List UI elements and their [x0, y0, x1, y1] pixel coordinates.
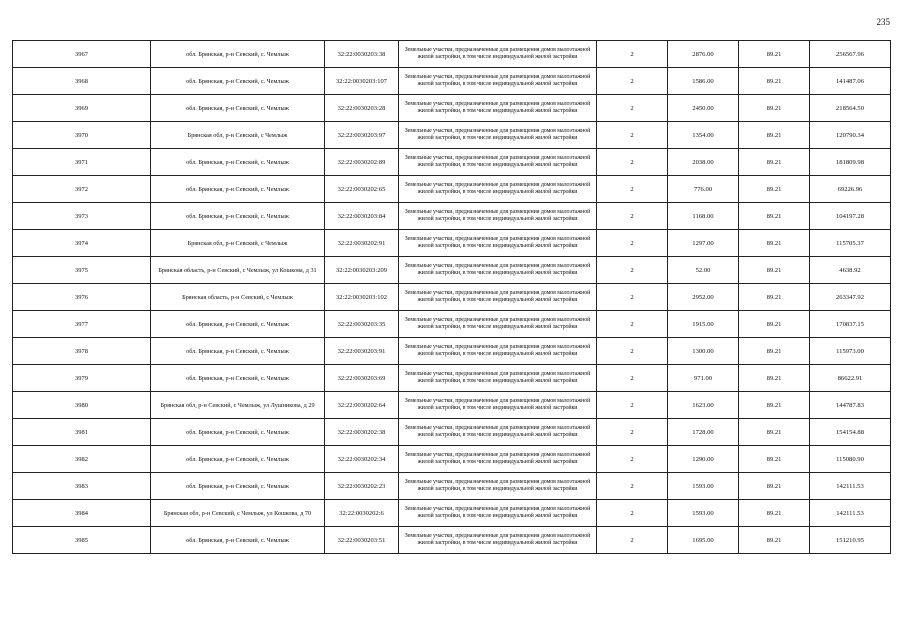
page-number: 235	[876, 17, 890, 27]
area-cell: 1915.00	[668, 311, 739, 338]
land-use-cell: Земельные участки, предназначенные для размещения домов малоэтажной жилой застройки, в том числе индивидуальной жилой застройки	[399, 122, 597, 149]
cadastral-number-cell: 32:22:0030203:38	[325, 41, 399, 68]
cadastral-value-table	[12, 40, 891, 554]
table-row	[13, 284, 891, 311]
cadastral-number-cell: 32:22:0030202:38	[325, 419, 399, 446]
address-cell: обл. Брянская, р-н Севский, с. Чемлыж	[151, 311, 325, 338]
category-cell: 2	[597, 365, 668, 392]
cadastral-number-cell: 32:22:0030203:209	[325, 257, 399, 284]
cadastral-number-cell: 32:22:0030202:64	[325, 392, 399, 419]
table-body	[13, 41, 891, 554]
land-use-cell: Земельные участки, предназначенные для размещения домов малоэтажной жилой застройки, в том числе индивидуальной жилой застройки	[399, 500, 597, 527]
category-cell: 2	[597, 311, 668, 338]
row-number: 3976	[13, 284, 151, 311]
category-cell: 2	[597, 41, 668, 68]
cadastral-value-cell: 263347.92	[810, 284, 891, 311]
cadastral-value-cell: 4638.92	[810, 257, 891, 284]
area-cell: 1290.00	[668, 446, 739, 473]
category-cell: 2	[597, 473, 668, 500]
table-row	[13, 500, 891, 527]
category-cell: 2	[597, 284, 668, 311]
area-cell: 1623.00	[668, 392, 739, 419]
area-cell: 1695.00	[668, 527, 739, 554]
land-use-cell: Земельные участки, предназначенные для размещения домов малоэтажной жилой застройки, в том числе индивидуальной жилой застройки	[399, 203, 597, 230]
category-cell: 2	[597, 68, 668, 95]
area-cell: 1593.00	[668, 473, 739, 500]
area-cell: 1586.00	[668, 68, 739, 95]
address-cell: Брянская обл, р-н Севский, с Чемлыж	[151, 230, 325, 257]
cadastral-number-cell: 32:22:0030203:107	[325, 68, 399, 95]
category-cell: 2	[597, 122, 668, 149]
cadastral-number-cell: 32:22:0030203:69	[325, 365, 399, 392]
address-cell: обл. Брянская, р-н Севский, с. Чемлыж	[151, 176, 325, 203]
cadastral-value-cell: 181809.98	[810, 149, 891, 176]
specific-value-cell: 89.21	[739, 68, 810, 95]
area-cell: 2450.00	[668, 95, 739, 122]
cadastral-number-cell: 32:22:0030203:35	[325, 311, 399, 338]
specific-value-cell: 89.21	[739, 419, 810, 446]
land-use-cell: Земельные участки, предназначенные для размещения домов малоэтажной жилой застройки, в том числе индивидуальной жилой застройки	[399, 230, 597, 257]
specific-value-cell: 89.21	[739, 176, 810, 203]
row-number: 3977	[13, 311, 151, 338]
table-row	[13, 419, 891, 446]
address-cell: Брянская обл, р-н Севский, с Чемлыж, ул Кошкова, д 70	[151, 500, 325, 527]
specific-value-cell: 89.21	[739, 284, 810, 311]
address-cell: обл. Брянская, р-н Севский, с. Чемлыж	[151, 68, 325, 95]
address-cell: Брянская область, р-н Севский, с Чемлыж	[151, 284, 325, 311]
cadastral-number-cell: 32:22:0030203:28	[325, 95, 399, 122]
category-cell: 2	[597, 392, 668, 419]
row-number: 3975	[13, 257, 151, 284]
land-use-cell: Земельные участки, предназначенные для размещения домов малоэтажной жилой застройки, в том числе индивидуальной жилой застройки	[399, 68, 597, 95]
category-cell: 2	[597, 176, 668, 203]
land-use-cell: Земельные участки, предназначенные для размещения домов малоэтажной жилой застройки, в том числе индивидуальной жилой застройки	[399, 311, 597, 338]
row-number: 3984	[13, 500, 151, 527]
table-row	[13, 230, 891, 257]
cadastral-number-cell: 32:22:0030203:91	[325, 338, 399, 365]
land-use-cell: Земельные участки, предназначенные для размещения домов малоэтажной жилой застройки, в том числе индивидуальной жилой застройки	[399, 473, 597, 500]
area-cell: 971.00	[668, 365, 739, 392]
area-cell: 1168.00	[668, 203, 739, 230]
row-number: 3982	[13, 446, 151, 473]
table-row	[13, 41, 891, 68]
row-number: 3978	[13, 338, 151, 365]
cadastral-value-cell: 144787.83	[810, 392, 891, 419]
cadastral-value-cell: 142111.53	[810, 473, 891, 500]
specific-value-cell: 89.21	[739, 527, 810, 554]
land-use-cell: Земельные участки, предназначенные для размещения домов малоэтажной жилой застройки, в том числе индивидуальной жилой застройки	[399, 176, 597, 203]
cadastral-value-cell: 256567.96	[810, 41, 891, 68]
area-cell: 1300.00	[668, 338, 739, 365]
area-cell: 1593.00	[668, 500, 739, 527]
cadastral-number-cell: 32:22:0030202:6	[325, 500, 399, 527]
address-cell: обл. Брянская, р-н Севский, с. Чемлыж	[151, 419, 325, 446]
area-cell: 1728.00	[668, 419, 739, 446]
specific-value-cell: 89.21	[739, 149, 810, 176]
cadastral-value-cell: 154154.88	[810, 419, 891, 446]
address-cell: обл. Брянская, р-н Севский, с. Чемлыж	[151, 527, 325, 554]
cadastral-number-cell: 32:22:0030202:65	[325, 176, 399, 203]
cadastral-value-cell: 86622.91	[810, 365, 891, 392]
row-number: 3967	[13, 41, 151, 68]
table-row	[13, 473, 891, 500]
category-cell: 2	[597, 230, 668, 257]
table-row	[13, 122, 891, 149]
cadastral-number-cell: 32:22:0030203:97	[325, 122, 399, 149]
specific-value-cell: 89.21	[739, 257, 810, 284]
land-use-cell: Земельные участки, предназначенные для размещения домов малоэтажной жилой застройки, в том числе индивидуальной жилой застройки	[399, 527, 597, 554]
specific-value-cell: 89.21	[739, 473, 810, 500]
table-row	[13, 527, 891, 554]
address-cell: обл. Брянская, р-н Севский, с. Чемлыж	[151, 473, 325, 500]
land-use-cell: Земельные участки, предназначенные для размещения домов малоэтажной жилой застройки, в том числе индивидуальной жилой застройки	[399, 149, 597, 176]
table-row	[13, 203, 891, 230]
area-cell: 52.00	[668, 257, 739, 284]
cadastral-value-cell: 142111.53	[810, 500, 891, 527]
specific-value-cell: 89.21	[739, 122, 810, 149]
address-cell: Брянская область, р-н Севский, с Чемлыж, ул Кошкова, д 31	[151, 257, 325, 284]
specific-value-cell: 89.21	[739, 500, 810, 527]
category-cell: 2	[597, 203, 668, 230]
area-cell: 2038.00	[668, 149, 739, 176]
cadastral-number-cell: 32:22:0030202:23	[325, 473, 399, 500]
category-cell: 2	[597, 446, 668, 473]
specific-value-cell: 89.21	[739, 311, 810, 338]
category-cell: 2	[597, 257, 668, 284]
specific-value-cell: 89.21	[739, 446, 810, 473]
cadastral-number-cell: 32:22:0030203:102	[325, 284, 399, 311]
land-use-cell: Земельные участки, предназначенные для размещения домов малоэтажной жилой застройки, в том числе индивидуальной жилой застройки	[399, 41, 597, 68]
table-row	[13, 311, 891, 338]
table-row	[13, 176, 891, 203]
cadastral-value-cell: 141487.06	[810, 68, 891, 95]
category-cell: 2	[597, 95, 668, 122]
land-use-cell: Земельные участки, предназначенные для размещения домов малоэтажной жилой застройки, в том числе индивидуальной жилой застройки	[399, 392, 597, 419]
row-number: 3971	[13, 149, 151, 176]
address-cell: обл. Брянская, р-н Севский, с. Чемлыж	[151, 149, 325, 176]
land-use-cell: Земельные участки, предназначенные для размещения домов малоэтажной жилой застройки, в том числе индивидуальной жилой застройки	[399, 446, 597, 473]
land-use-cell: Земельные участки, предназначенные для размещения домов малоэтажной жилой застройки, в том числе индивидуальной жилой застройки	[399, 338, 597, 365]
specific-value-cell: 89.21	[739, 338, 810, 365]
table-row	[13, 392, 891, 419]
address-cell: Брянская обл, р-н Севский, с Чемлыж	[151, 122, 325, 149]
land-use-cell: Земельные участки, предназначенные для размещения домов малоэтажной жилой застройки, в том числе индивидуальной жилой застройки	[399, 365, 597, 392]
row-number: 3979	[13, 365, 151, 392]
land-use-cell: Земельные участки, предназначенные для размещения домов малоэтажной жилой застройки, в том числе индивидуальной жилой застройки	[399, 419, 597, 446]
row-number: 3972	[13, 176, 151, 203]
cadastral-value-cell: 151210.95	[810, 527, 891, 554]
row-number: 3969	[13, 95, 151, 122]
cadastral-value-cell: 115705.37	[810, 230, 891, 257]
category-cell: 2	[597, 419, 668, 446]
land-use-cell: Земельные участки, предназначенные для размещения домов малоэтажной жилой застройки, в том числе индивидуальной жилой застройки	[399, 95, 597, 122]
table-row	[13, 149, 891, 176]
address-cell: обл. Брянская, р-н Севский, с. Чемлыж	[151, 365, 325, 392]
specific-value-cell: 89.21	[739, 365, 810, 392]
land-use-cell: Земельные участки, предназначенные для размещения домов малоэтажной жилой застройки, в том числе индивидуальной жилой застройки	[399, 284, 597, 311]
cadastral-value-cell: 69226.96	[810, 176, 891, 203]
specific-value-cell: 89.21	[739, 95, 810, 122]
cadastral-number-cell: 32:22:0030202:34	[325, 446, 399, 473]
row-number: 3974	[13, 230, 151, 257]
cadastral-number-cell: 32:22:0030203:84	[325, 203, 399, 230]
table-row	[13, 446, 891, 473]
address-cell: Брянская обл, р-н Севский, с Чемлыж, ул Лушникова, д 29	[151, 392, 325, 419]
category-cell: 2	[597, 500, 668, 527]
cadastral-number-cell: 32:22:0030202:91	[325, 230, 399, 257]
address-cell: обл. Брянская, р-н Севский, с. Чемлыж	[151, 95, 325, 122]
cadastral-number-cell: 32:22:0030202:89	[325, 149, 399, 176]
table-row	[13, 95, 891, 122]
category-cell: 2	[597, 527, 668, 554]
area-cell: 2876.00	[668, 41, 739, 68]
land-use-cell: Земельные участки, предназначенные для размещения домов малоэтажной жилой застройки, в том числе индивидуальной жилой застройки	[399, 257, 597, 284]
area-cell: 1354.00	[668, 122, 739, 149]
area-cell: 776.00	[668, 176, 739, 203]
table-row	[13, 338, 891, 365]
table-row	[13, 257, 891, 284]
cadastral-value-cell: 115080.90	[810, 446, 891, 473]
cadastral-value-cell: 115973.00	[810, 338, 891, 365]
cadastral-value-cell: 218564.50	[810, 95, 891, 122]
row-number: 3983	[13, 473, 151, 500]
area-cell: 2952.00	[668, 284, 739, 311]
address-cell: обл. Брянская, р-н Севский, с. Чемлыж	[151, 203, 325, 230]
cadastral-value-cell: 120790.34	[810, 122, 891, 149]
cadastral-value-cell: 104197.28	[810, 203, 891, 230]
specific-value-cell: 89.21	[739, 41, 810, 68]
address-cell: обл. Брянская, р-н Севский, с. Чемлыж	[151, 446, 325, 473]
cadastral-value-cell: 170837.15	[810, 311, 891, 338]
specific-value-cell: 89.21	[739, 203, 810, 230]
category-cell: 2	[597, 338, 668, 365]
row-number: 3980	[13, 392, 151, 419]
specific-value-cell: 89.21	[739, 392, 810, 419]
row-number: 3973	[13, 203, 151, 230]
cadastral-number-cell: 32:22:0030203:51	[325, 527, 399, 554]
area-cell: 1297.00	[668, 230, 739, 257]
category-cell: 2	[597, 149, 668, 176]
table-row	[13, 68, 891, 95]
address-cell: обл. Брянская, р-н Севский, с. Чемлыж	[151, 338, 325, 365]
table-row	[13, 365, 891, 392]
row-number: 3968	[13, 68, 151, 95]
specific-value-cell: 89.21	[739, 230, 810, 257]
address-cell: обл. Брянская, р-н Севский, с. Чемлыж	[151, 41, 325, 68]
row-number: 3985	[13, 527, 151, 554]
row-number: 3970	[13, 122, 151, 149]
row-number: 3981	[13, 419, 151, 446]
